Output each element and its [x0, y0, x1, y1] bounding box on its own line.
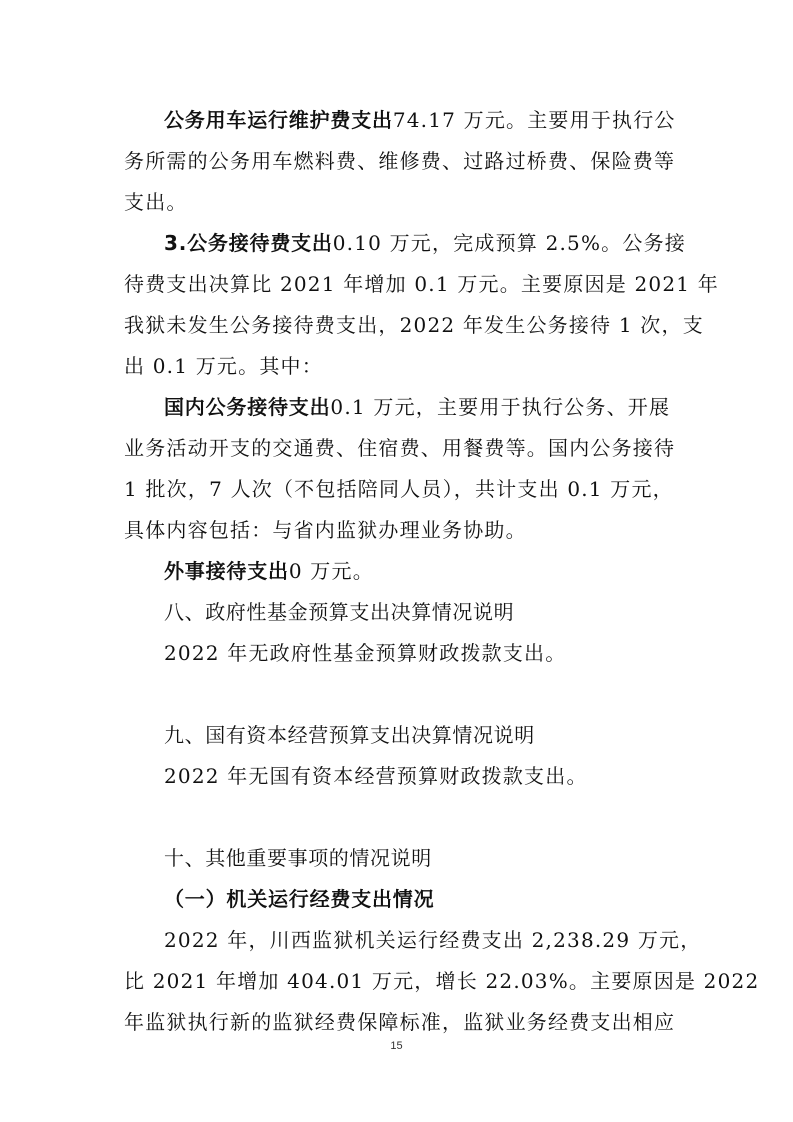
- paragraph-line: 年监狱执行新的监狱经费保障标准，监狱业务经费支出相应: [124, 1010, 676, 1034]
- bold-term: 外事接待支出: [164, 559, 289, 583]
- paragraph-line: 具体内容包括：与省内监狱办理业务协助。: [124, 518, 527, 542]
- paragraph-line: 比 2021 年增加 404.01 万元，增长 22.03%。主要原因是 2022: [124, 969, 760, 993]
- bold-term: 3.公务接待费支出: [164, 231, 333, 255]
- paragraph-line: 1 批次，7 人次（不包括陪同人员），共计支出 0.1 万元，: [124, 477, 674, 501]
- section-heading-8: 八、政府性基金预算支出决算情况说明: [164, 600, 515, 624]
- paragraph-line: 支出。: [124, 190, 188, 214]
- bold-term: 国内公务接待支出: [164, 395, 331, 419]
- page-number: 15: [390, 1040, 403, 1052]
- paragraph-line: 我狱未发生公务接待费支出，2022 年发生公务接待 1 次，支: [124, 313, 704, 337]
- paragraph-line: 2022 年无国有资本经营预算财政拨款支出。: [164, 764, 588, 788]
- paragraph-line: 务所需的公务用车燃料费、维修费、过路过桥费、保险费等: [124, 149, 676, 173]
- paragraph-line: 业务活动开支的交通费、住宿费、用餐费等。国内公务接待: [124, 436, 676, 460]
- paragraph-line: 待费支出决算比 2021 年增加 0.1 万元。主要原因是 2021 年: [124, 272, 719, 296]
- paragraph-line: 出 0.1 万元。其中：: [124, 354, 323, 378]
- bold-term: 公务用车运行维护费支出: [164, 108, 393, 132]
- subsection-heading: （一）机关运行经费支出情况: [164, 887, 435, 911]
- paragraph-line: 2022 年，川西监狱机关运行经费支出 2,238.29 万元，: [164, 928, 702, 952]
- paragraph-line: 2022 年无政府性基金预算财政拨款支出。: [164, 641, 567, 665]
- paragraph-vehicle-maintenance: 公务用车运行维护费支出74.17 万元。主要用于执行公: [164, 108, 676, 132]
- section-heading-9: 九、国有资本经营预算支出决算情况说明: [164, 723, 535, 747]
- paragraph-reception: 3.公务接待费支出0.10 万元，完成预算 2.5%。公务接: [164, 231, 686, 255]
- paragraph-foreign-reception: 外事接待支出0 万元。: [164, 559, 374, 583]
- paragraph-domestic-reception: 国内公务接待支出0.1 万元，主要用于执行公务、开展: [164, 395, 671, 419]
- section-heading-10: 十、其他重要事项的情况说明: [164, 846, 432, 870]
